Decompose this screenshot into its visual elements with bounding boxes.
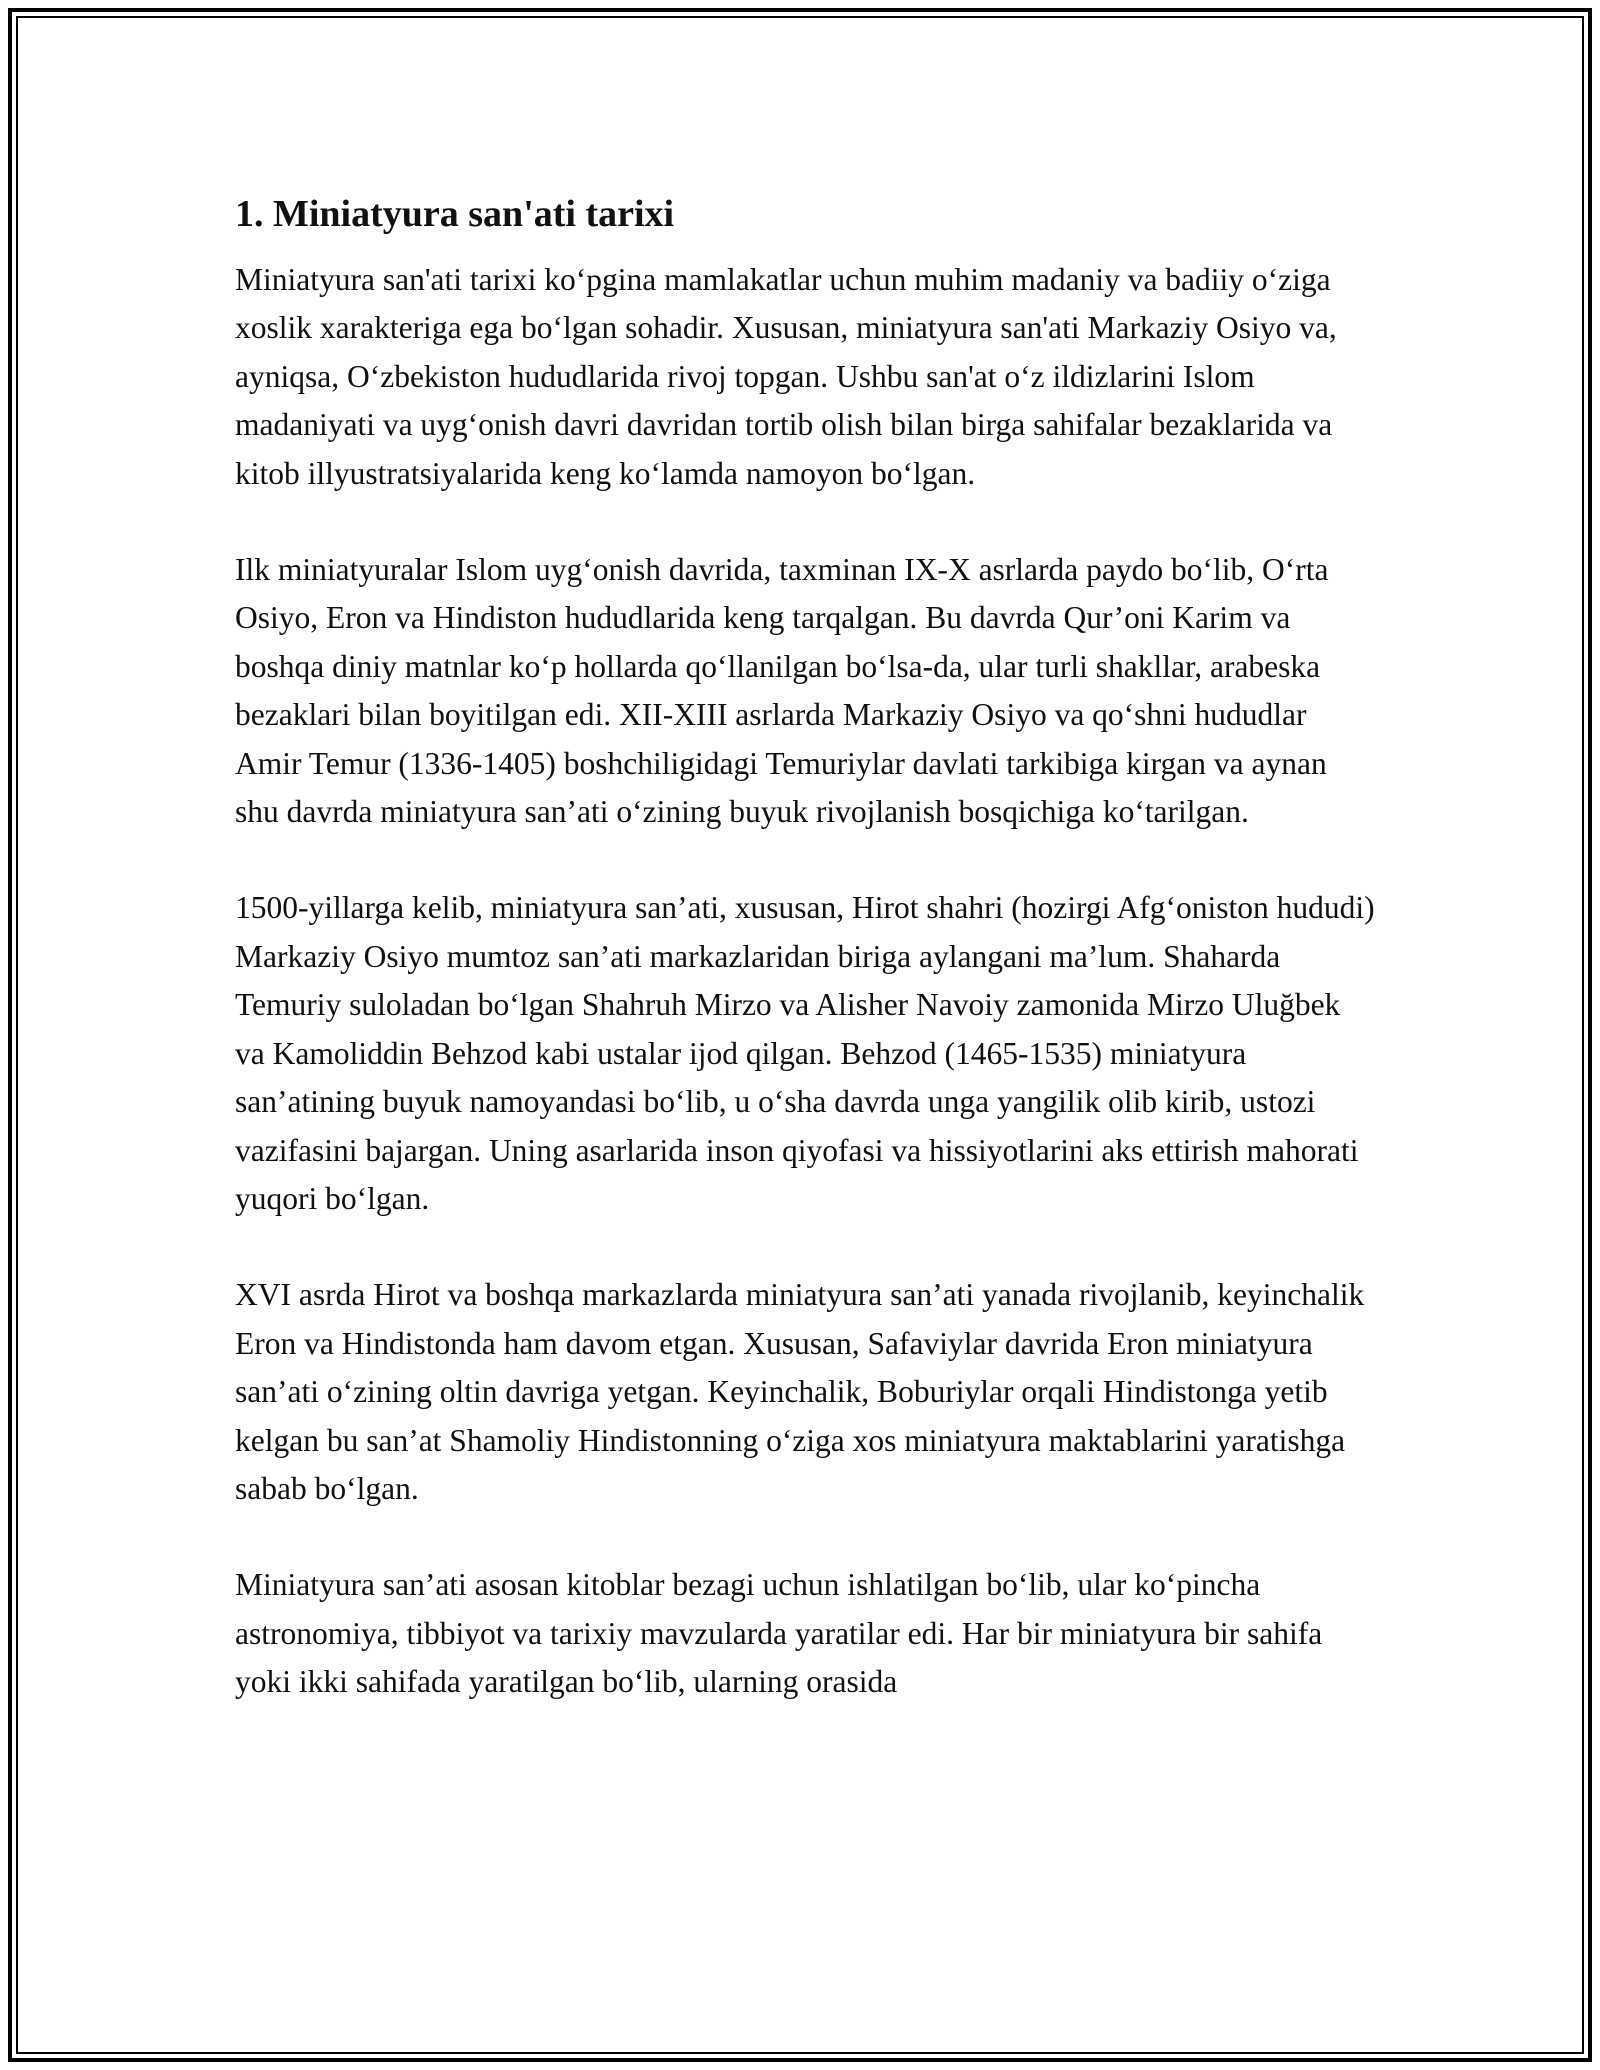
paragraph-3: 1500-yillarga kelib, miniatyura san’ati, xususan, Hirot shahri (hozirgi Afgʻoniston hududi) Markaziy Osiyo mumtoz san’ati markazlaridan biriga aylangani ma’lum. Shaharda Temuriy suloladan boʻlgan Shahruh Mirzo va Alisher Navoiy zamonida Mirzo Uluğbek va Kamoliddin Behzod kabi ustalar ijod qilgan. Behzod (1465-1535) miniatyura san’atining buyuk namoyandasi boʻlib, u oʻsha davrda unga yangilik olib kirib, ustozi vazifasini bajargan. Uning asarlarida inson qiyofasi va hissiyotlarini aks ettirish mahorati yuqori boʻlgan.	[235, 890, 1375, 1216]
paragraph-2: Ilk miniatyuralar Islom uygʻonish davrida, taxminan IX-X asrlarda paydo boʻlib, Oʻrta Osiyo, Eron va Hindiston hududlarida keng tarqalgan. Bu davrda Qur’oni Karim va boshqa diniy matnlar koʻp hollarda qoʻllanilgan boʻlsa-da, ular turli shakllar, arabeska bezaklari bilan boyitilgan edi. XII-XIII asrlarda Markaziy Osiyo va qoʻshni hududlar Amir Temur (1336-1405) boshchiligidagi Temuriylar davlati tarkibiga kirgan va aynan shu davrda miniatyura san’ati oʻzining buyuk rivojlanish bosqichiga koʻtarilgan.	[235, 552, 1329, 830]
paragraph-4: XVI asrda Hirot va boshqa markazlarda miniatyura san’ati yanada rivojlanib, keyinchalik Eron va Hindistonda ham davom etgan. Xususan, Safaviylar davrida Eron miniatyura san’ati oʻzining oltin davriga yetgan. Keyinchalik, Boburiylar orqali Hindistonga yetib kelgan bu san’at Shamoliy Hindistonning oʻziga xos miniatyura maktablarini yaratishga sabab boʻlgan.	[235, 1277, 1365, 1506]
section-title: 1. Miniatyura san'ati tarixi	[235, 193, 675, 235]
paragraph-5: Miniatyura san’ati asosan kitoblar bezagi uchun ishlatilgan boʻlib, ular koʻpincha astronomiya, tibbiyot va tarixiy mavzularda yaratilar edi. Har bir miniatyura bir sahifa yoki ikki sahifada yaratilgan boʻlib, ularning orasida	[235, 1567, 1323, 1700]
paragraph-1: Miniatyura san'ati tarixi koʻpgina mamlakatlar uchun muhim madaniy va badiiy oʻziga xoslik xarakteriga ega boʻlgan sohadir. Xususan, miniatyura san'ati Markaziy Osiyo va, ayniqsa, Oʻzbekiston hududlarida rivoj topgan. Ushbu san'at oʻz ildizlarini Islom madaniyati va uygʻonish davri davridan tortib olish bilan birga sahifalar bezaklarida va kitob illyustratsiyalarida keng koʻlamda namoyon boʻlgan.	[235, 262, 1337, 491]
document-page	[235, 188, 1375, 1755]
